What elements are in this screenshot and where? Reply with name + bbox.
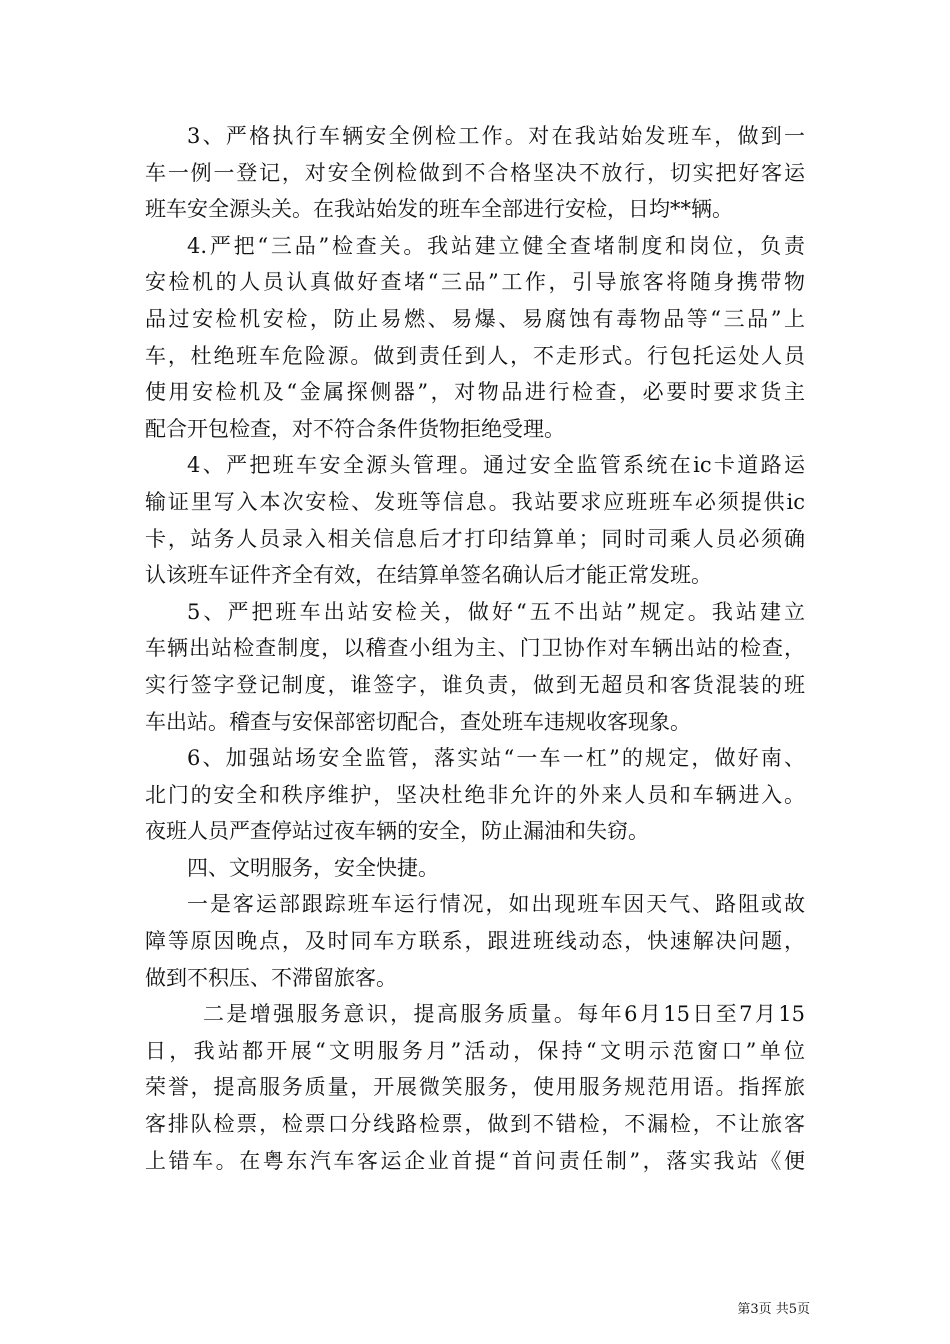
text-line: 输证里写入本次安检、发班等信息。我站要求应班班车必须提供ic	[145, 489, 805, 514]
text-line: 车出站。稽查与安保部密切配合，查处班车违规收客现象。	[145, 709, 691, 734]
text-line: 卡，站务人员录入相关信息后才打印结算单；同时司乘人员必须确	[145, 526, 805, 551]
text-line: 4、严把班车安全源头管理。通过安全监管系统在ic卡道路运	[187, 453, 805, 478]
text-line: 车一例一登记，对安全例检做到不合格坚决不放行，切实把好客运	[145, 160, 805, 185]
text-line: 品过安检机安检，防止易燃、易爆、易腐蚀有毒物品等“三品”上	[145, 306, 805, 331]
text-line: 班车安全源头关。在我站始发的班车全部进行安检，日均**辆。	[145, 197, 733, 222]
text-line: 夜班人员严查停站过夜车辆的安全，防止漏油和失窃。	[145, 819, 649, 844]
text-line: 使用安检机及“金属探侧器”，对物品进行检查，必要时要求货主	[145, 380, 805, 405]
text-line: 配合开包检查，对不符合条件货物拒绝受理。	[145, 416, 565, 441]
text-line: 4.严把“三品”检查关。我站建立健全查堵制度和岗位，负责	[187, 233, 805, 258]
text-line: 做到不积压、不滞留旅客。	[145, 965, 397, 990]
text-line: 一是客运部跟踪班车运行情况，如出现班车因天气、路阻或故	[187, 892, 805, 917]
text-line: 6、加强站场安全监管，落实站“一车一杠”的规定，做好南、	[187, 746, 805, 771]
text-line: 车辆出站检查制度，以稽查小组为主、门卫协作对车辆出站的检查，	[145, 636, 805, 661]
text-line: 日，我站都开展“文明服务月”活动，保持“文明示范窗口”单位	[145, 1038, 805, 1063]
text-line: 客排队检票，检票口分线路检票，做到不错检，不漏检，不让旅客	[145, 1112, 805, 1137]
text-line: 车，杜绝班车危险源。做到责任到人，不走形式。行包托运处人员	[145, 343, 805, 368]
text-line: 上错车。在粤东汽车客运企业首提“首问责任制”，落实我站《便	[145, 1148, 805, 1173]
text-line: 安检机的人员认真做好查堵“三品”工作，引导旅客将随身携带物	[145, 270, 805, 295]
text-line: 北门的安全和秩序维护，坚决杜绝非允许的外来人员和车辆进入。	[145, 782, 805, 807]
text-line: 认该班车证件齐全有效，在结算单签名确认后才能正常发班。	[145, 563, 712, 588]
page-number: 第3页 共5页	[737, 1302, 810, 1317]
body-text	[145, 118, 805, 1179]
text-line: 荣誉，提高服务质量，开展微笑服务，使用服务规范用语。指挥旅	[145, 1075, 805, 1100]
text-line: 3、严格执行车辆安全例检工作。对在我站始发班车，做到一	[187, 124, 805, 148]
text-line: 障等原因晚点，及时同车方联系，跟进班线动态，快速解决问题，	[145, 929, 805, 954]
text-line: 二是增强服务意识，提高服务质量。每年6月15日至7月15	[203, 1002, 805, 1027]
text-line: 5、严把班车出站安检关，做好“五不出站”规定。我站建立	[187, 599, 805, 624]
text-line: 实行签字登记制度，谁签字，谁负责，做到无超员和客货混装的班	[145, 672, 805, 697]
section-heading: 四、文明服务，安全快捷。	[187, 855, 439, 880]
